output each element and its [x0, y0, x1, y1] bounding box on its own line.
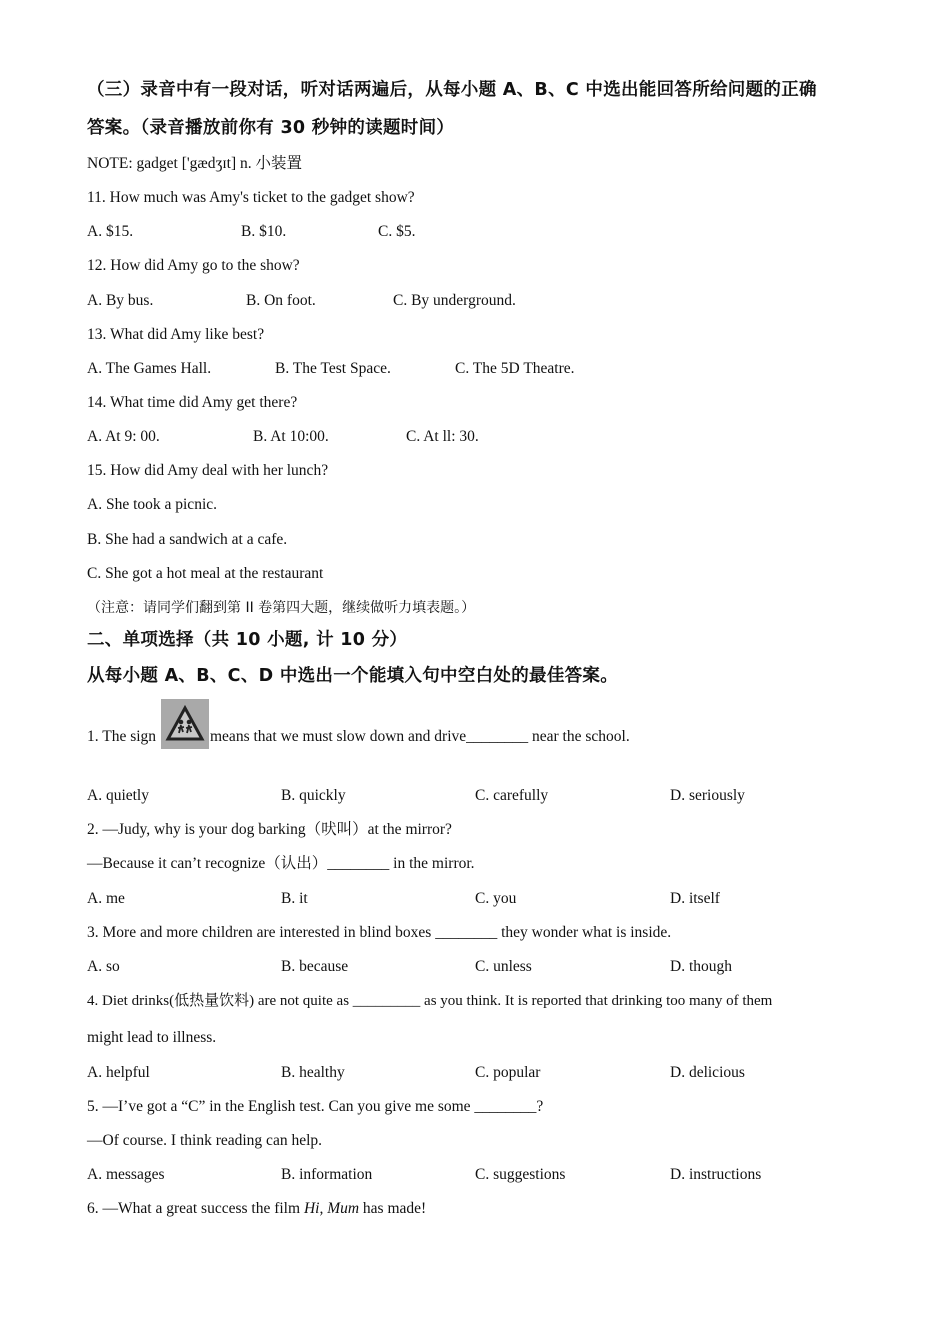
- q11-option-b[interactable]: B. $10.: [241, 223, 287, 240]
- part-2-instruction: 从每小题 A、B、C、D 中选出一个能填入句中空白处的最佳答案。: [87, 666, 619, 686]
- p2-q5-line1: 5. —I’ve got a “C” in the English test. Can you give me some ________?: [87, 1098, 544, 1115]
- p2-q3-option-c[interactable]: C. unless: [475, 958, 532, 975]
- q14-option-b[interactable]: B. At 10:00.: [253, 428, 329, 445]
- q13-option-c[interactable]: C. The 5D Theatre.: [455, 360, 575, 377]
- q13-option-a[interactable]: A. The Games Hall.: [87, 360, 212, 377]
- p2-q2-option-c[interactable]: C. you: [475, 890, 517, 907]
- p2-q5-option-b[interactable]: B. information: [281, 1166, 373, 1183]
- p2-q6-pre: 6. —What a great success the film: [87, 1200, 304, 1217]
- p2-q5-option-a[interactable]: A. messages: [87, 1166, 165, 1183]
- p2-q6-post: has made!: [359, 1200, 427, 1217]
- p2-q3-line1: 3. More and more children are interested in blind boxes ________ they wonder what is inside.: [87, 924, 672, 941]
- vocab-note: NOTE: gadget ['gædʒɪt] n. 小装置: [87, 155, 303, 172]
- q13-option-b[interactable]: B. The Test Space.: [275, 360, 391, 377]
- q11-option-c[interactable]: C. $5.: [378, 223, 416, 240]
- part-2-title: 二、单项选择（共 10 小题, 计 10 分）: [87, 630, 408, 650]
- p2-q4-option-a[interactable]: A. helpful: [87, 1064, 150, 1081]
- school-crossing-sign-icon: [161, 699, 209, 749]
- p2-q1-option-a[interactable]: A. quietly: [87, 787, 149, 804]
- q12-option-a[interactable]: A. By bus.: [87, 292, 154, 309]
- q15-option-a[interactable]: A. She took a picnic.: [87, 496, 218, 513]
- p2-q5-option-d[interactable]: D. instructions: [670, 1166, 762, 1183]
- q12-option-b[interactable]: B. On foot.: [246, 292, 316, 309]
- q12-option-c[interactable]: C. By underground.: [393, 292, 516, 309]
- p2-q3-option-b[interactable]: B. because: [281, 958, 349, 975]
- p2-q4-line2: might lead to illness.: [87, 1029, 217, 1046]
- p2-q2-option-a[interactable]: A. me: [87, 890, 125, 907]
- p2-q5-line2: —Of course. I think reading can help.: [87, 1132, 323, 1149]
- p2-q5-option-c[interactable]: C. suggestions: [475, 1166, 566, 1183]
- p2-q4-line1: 4. Diet drinks(低热量饮料) are not quite as _________ as you think. It is reported that drinking too many of them: [87, 993, 773, 1009]
- p2-q2-option-b[interactable]: B. it: [281, 890, 308, 907]
- p2-q3-option-a[interactable]: A. so: [87, 958, 120, 975]
- q15-option-b[interactable]: B. She had a sandwich at a cafe.: [87, 531, 288, 548]
- p2-q1-before: 1. The sign: [87, 728, 157, 745]
- p2-q2-option-d[interactable]: D. itself: [670, 890, 720, 907]
- p2-q6-line1: [87, 1199, 426, 1219]
- question-15: 15. How did Amy deal with her lunch?: [87, 462, 329, 479]
- q14-option-a[interactable]: A. At 9: 00.: [87, 428, 160, 445]
- q14-option-c[interactable]: C. At ll: 30.: [406, 428, 479, 445]
- q11-option-a[interactable]: A. $15.: [87, 223, 134, 240]
- question-12: 12. How did Amy go to the show?: [87, 257, 300, 274]
- question-11: 11. How much was Amy's ticket to the gadget show?: [87, 189, 415, 206]
- p2-q4-option-d[interactable]: D. delicious: [670, 1064, 745, 1081]
- p2-q2-line2: —Because it can’t recognize（认出）________ in the mirror.: [87, 855, 475, 872]
- question-14: 14. What time did Amy get there?: [87, 394, 298, 411]
- p2-q1-option-d[interactable]: D. seriously: [670, 787, 745, 804]
- section-3-title-line2: 答案。（录音播放前你有 30 秒钟的读题时间）: [87, 118, 455, 138]
- p2-q1-after: means that we must slow down and drive________ near the school.: [210, 728, 630, 745]
- p2-q4-option-b[interactable]: B. healthy: [281, 1064, 345, 1081]
- p2-q1-option-b[interactable]: B. quickly: [281, 787, 346, 804]
- p2-q4-option-c[interactable]: C. popular: [475, 1064, 541, 1081]
- section-3-title-line1: （三）录音中有一段对话，听对话两遍后，从每小题 A、B、C 中选出能回答所给问题的正确: [87, 80, 817, 100]
- question-13: 13. What did Amy like best?: [87, 326, 265, 343]
- p2-q3-option-d[interactable]: D. though: [670, 958, 732, 975]
- p2-q2-line1: 2. —Judy, why is your dog barking（吠叫）at the mirror?: [87, 821, 452, 838]
- p2-q1-option-c[interactable]: C. carefully: [475, 787, 549, 804]
- q15-option-c[interactable]: C. She got a hot meal at the restaurant: [87, 565, 324, 582]
- notice-text: （注意：请同学们翻到第 II 卷第四大题，继续做听力填表题。）: [87, 600, 476, 616]
- film-title: Hi, Mum: [303, 1200, 360, 1217]
